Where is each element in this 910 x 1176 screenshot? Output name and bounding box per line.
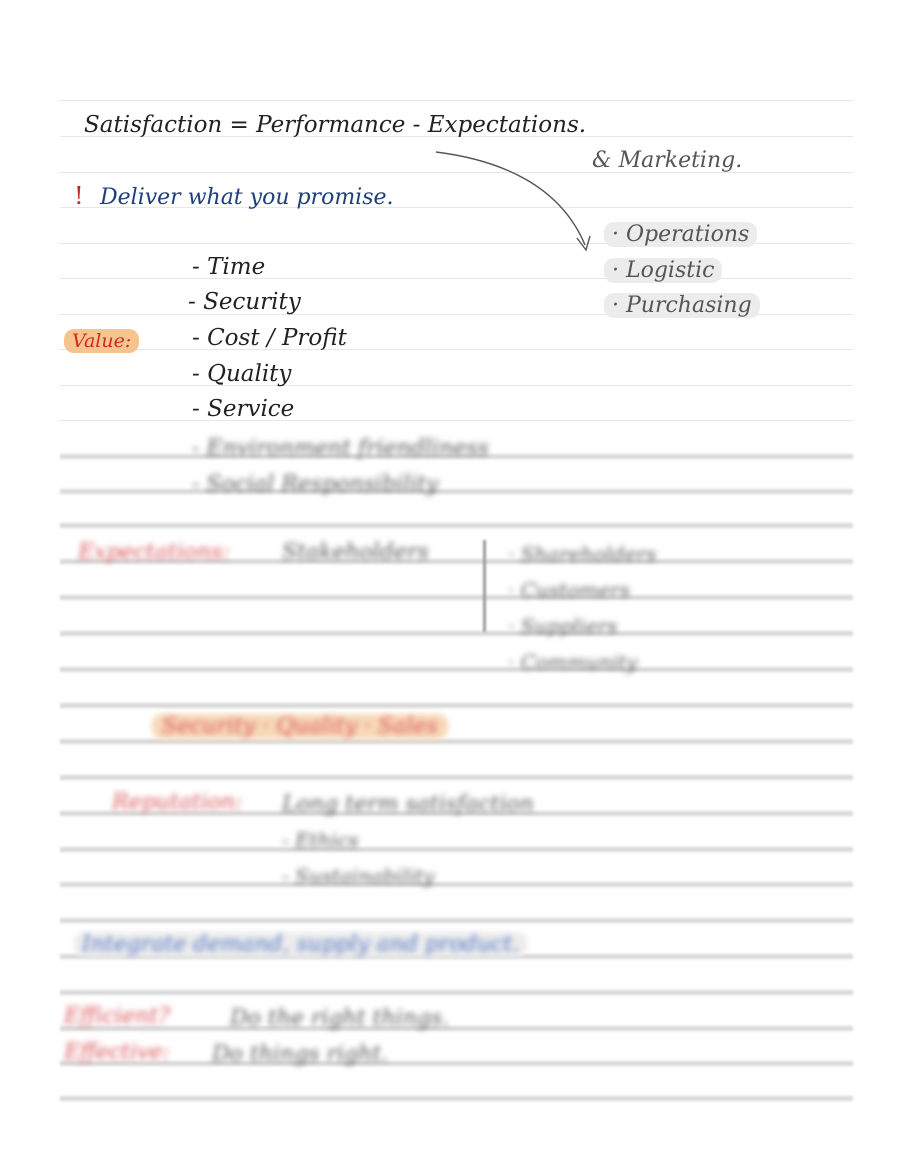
ruled-line (60, 990, 853, 995)
function-label: · Logistic (604, 258, 722, 283)
reputation-item: Long term satisfaction (282, 792, 534, 817)
effective-label: Effective: (64, 1040, 170, 1065)
stakeholder-item: · Suppliers (508, 614, 618, 638)
tagline (152, 714, 448, 739)
exclamation-mark: ! (74, 182, 84, 210)
stakeholder-item: · Customers (508, 578, 630, 602)
ruled-line (60, 1061, 853, 1066)
value-item-service: - Service (192, 396, 295, 422)
ruled-line (60, 1026, 853, 1031)
function-operations (604, 222, 757, 247)
ruled-line (60, 1096, 853, 1101)
efficiency-text: Do the right things. (230, 1006, 450, 1031)
value-item-time: - Time (192, 254, 266, 280)
ruled-line (60, 489, 853, 494)
ruled-line (60, 918, 853, 923)
value-item-environment: - Environment friendliness (192, 436, 489, 461)
ruled-line (60, 739, 853, 744)
integrate-highlight: Integrate demand, supply and product. (74, 932, 527, 957)
function-purchasing (604, 293, 760, 318)
ruled-line (60, 420, 853, 421)
ruled-line (60, 882, 853, 887)
deliver-promise-text: Deliver what you promise. (100, 185, 394, 210)
function-label: · Purchasing (604, 293, 760, 318)
ruled-line (60, 523, 853, 528)
effective-text: Do things right. (212, 1042, 389, 1067)
ruled-line (60, 667, 853, 672)
value-label-text: Value: (64, 329, 139, 353)
ruled-line (60, 775, 853, 780)
reputation-label: Reputation: (112, 790, 243, 815)
value-item-quality: - Quality (192, 361, 292, 387)
ruled-line (60, 349, 853, 350)
reputation-item: - Ethics (282, 828, 359, 852)
ruled-line (60, 703, 853, 708)
stakeholder-item: · Shareholders (508, 542, 657, 566)
integrate-text (74, 932, 527, 957)
value-label (64, 330, 139, 352)
ruled-line (60, 595, 853, 600)
ruled-line (60, 631, 853, 636)
value-item-cost-profit: - Cost / Profit (192, 325, 347, 351)
expectations-label: Expectations: (78, 540, 230, 565)
value-item-security: - Security (188, 289, 301, 315)
reputation-item: - Sustainability (282, 864, 435, 888)
stakeholder-item: · Community (508, 650, 638, 674)
function-label: · Operations (604, 222, 757, 247)
stakeholders-text: Stakeholders (282, 540, 429, 565)
value-item-social: - Social Responsibility (192, 472, 439, 497)
tagline-text: Security · Quality · Sales (152, 714, 448, 739)
efficiency-label: Efficient? (64, 1004, 170, 1029)
ruled-line (60, 847, 853, 852)
bracket-line (483, 540, 486, 632)
arrow-icon (0, 0, 910, 300)
function-logistic (604, 258, 722, 283)
satisfaction-formula: Satisfaction = Performance - Expectations. (84, 112, 587, 138)
ruled-line (60, 385, 853, 386)
marketing-note: & Marketing. (592, 148, 743, 173)
